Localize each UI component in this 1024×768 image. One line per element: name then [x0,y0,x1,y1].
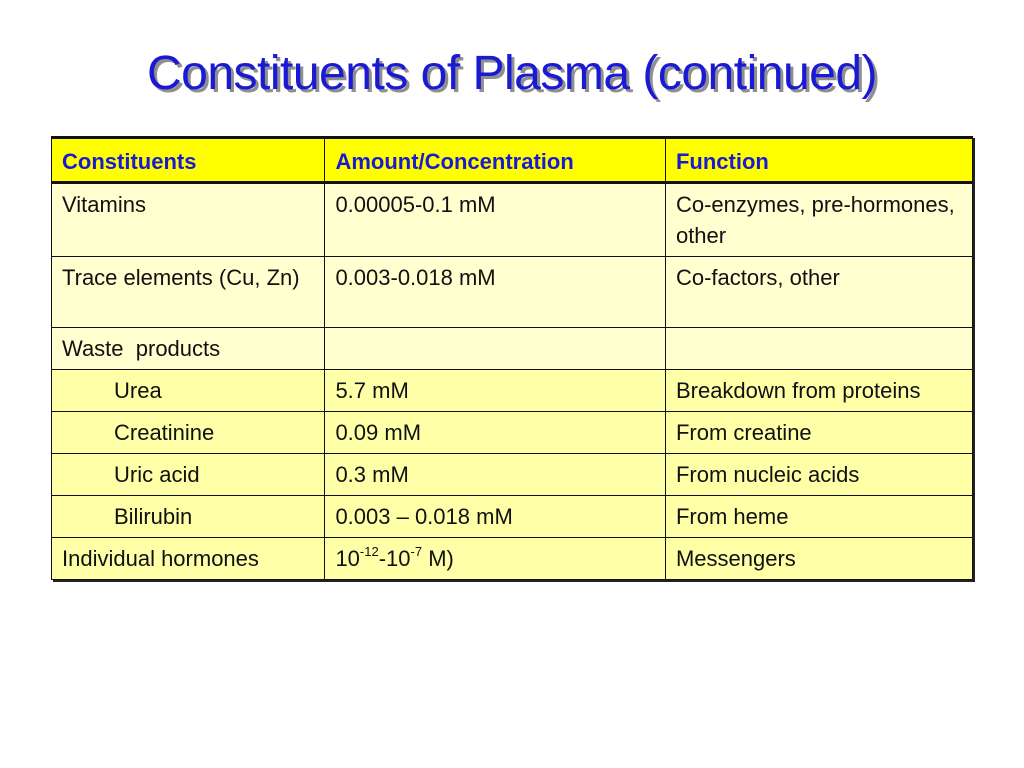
cell-amount: 0.00005-0.1 mM [325,183,666,257]
amount-exponent: -12 [359,543,379,559]
cell-function: Co-factors, other [665,257,972,328]
cell-function: From creatine [665,412,972,454]
table-row [52,183,973,257]
column-header-constituents: Constituents [52,138,325,183]
cell-constituent: Bilirubin [52,496,325,538]
cell-amount [325,538,666,580]
cell-function: Co-enzymes, pre-hormones, other [665,183,972,257]
cell-function: From heme [665,496,972,538]
cell-amount: 0.003 – 0.018 mM [325,496,666,538]
cell-constituent: Trace elements (Cu, Zn) [52,257,325,328]
cell-function: From nucleic acids [665,454,972,496]
cell-amount [325,328,666,370]
amount-base: 10 [335,546,360,571]
column-header-function: Function [665,138,972,183]
cell-constituent: Creatinine [52,412,325,454]
table-header-row [52,138,973,183]
cell-amount: 5.7 mM [325,370,666,412]
amount-unit: M) [422,546,454,571]
cell-function [665,328,972,370]
amount-exponent: -7 [410,543,423,559]
cell-constituent: Uric acid [52,454,325,496]
slide-title: Constituents of Plasma (continued) [146,47,878,100]
table-row [52,328,973,370]
table-row [52,538,973,580]
cell-function: Messengers [665,538,972,580]
table-row [52,454,973,496]
table-row [52,496,973,538]
cell-constituent: Urea [52,370,325,412]
cell-function: Breakdown from proteins [665,370,972,412]
column-header-amount: Amount/Concentration [325,138,666,183]
table-row [52,412,973,454]
plasma-constituents-table [51,136,973,580]
cell-amount: 0.3 mM [325,454,666,496]
cell-amount: 0.003-0.018 mM [325,257,666,328]
cell-constituent: Vitamins [52,183,325,257]
table-row [52,370,973,412]
cell-constituent: Individual hormones [52,538,325,580]
table-row [52,257,973,328]
cell-amount: 0.09 mM [325,412,666,454]
cell-constituent: Waste products [52,328,325,370]
amount-separator: -10 [378,546,411,571]
